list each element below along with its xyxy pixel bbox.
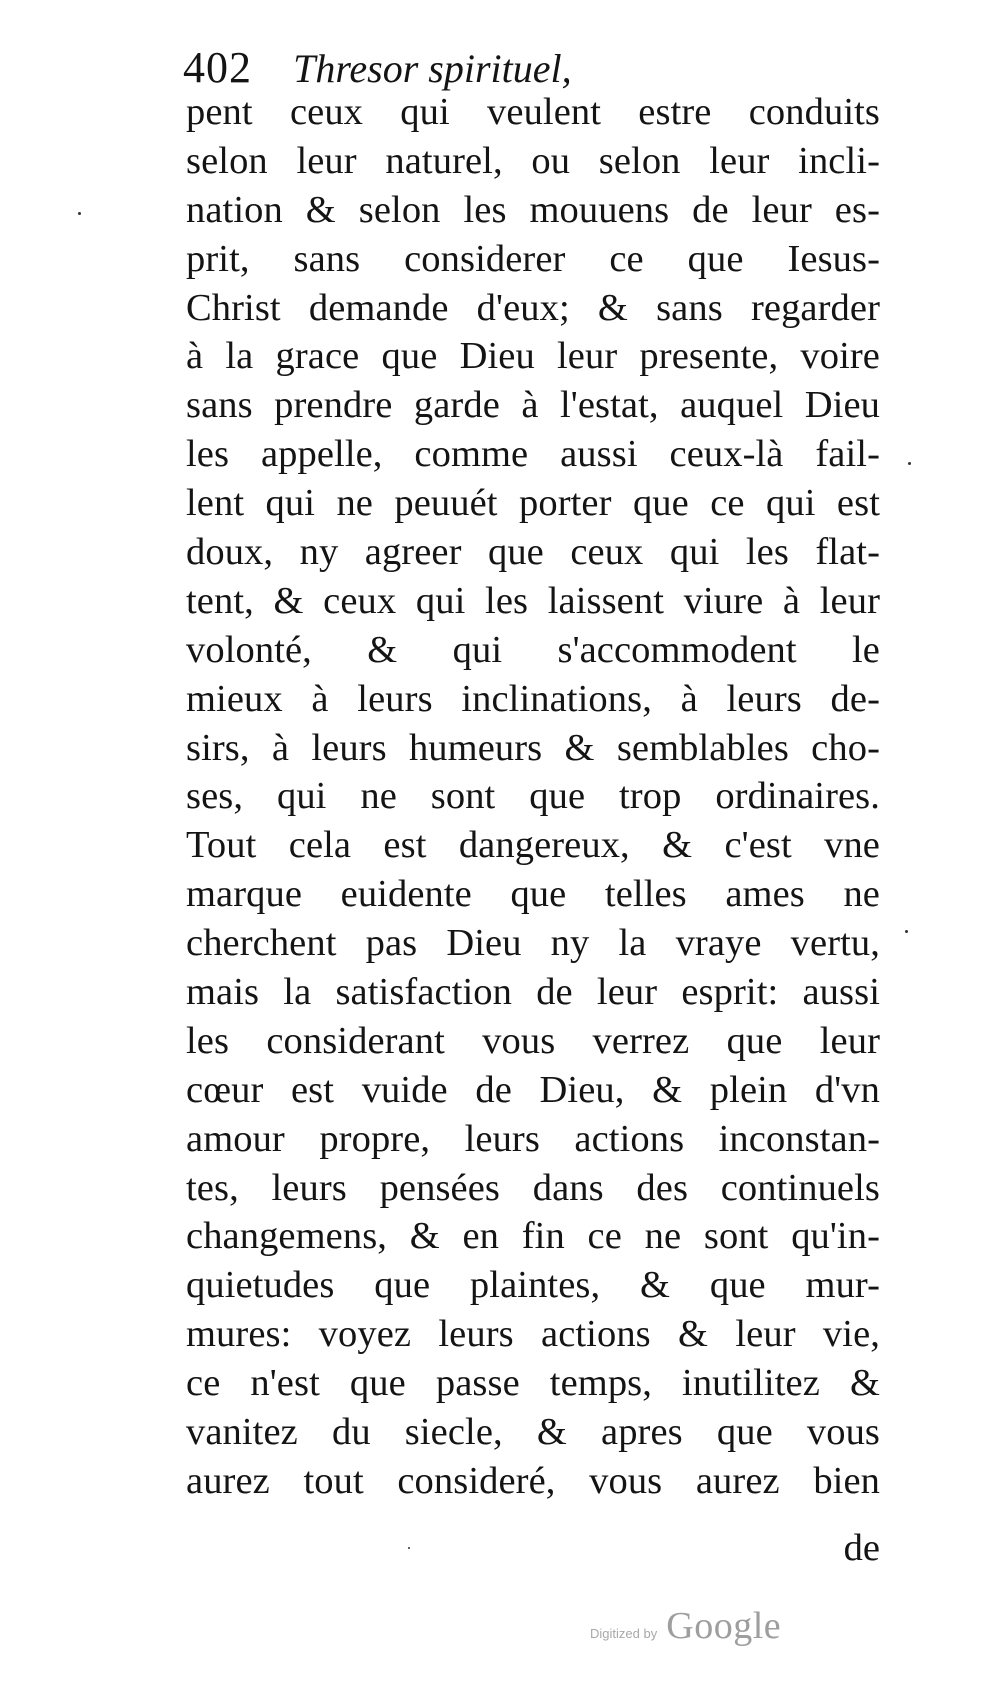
text-line: volonté, & qui s'accommodent le [186, 628, 880, 671]
digitized-watermark [590, 1604, 781, 1648]
text-line: ses, qui ne sont que trop ordinaires. [186, 775, 880, 818]
watermark-prefix: Digitized by [590, 1626, 658, 1641]
text-line: mais la satisfaction de leur esprit: aussi [186, 971, 880, 1014]
text-line: changemens, & en fin ce ne sont qu'in- [186, 1215, 880, 1258]
scan-speck [905, 930, 908, 933]
text-line: vanitez du siecle, & apres que vous [186, 1411, 880, 1454]
text-line: prit, sans considerer ce que Iesus- [186, 237, 880, 280]
text-line: mieux à leurs inclinations, à leurs de- [186, 677, 880, 720]
text-line: sans prendre garde à l'estat, auquel Dieu [186, 384, 880, 427]
text-line: lent qui ne peuuét porter que ce qui est [186, 482, 880, 525]
text-line: ce n'est que passe temps, inutilitez & [186, 1362, 880, 1405]
text-line: marque euidente que telles ames ne [186, 873, 880, 916]
text-line: doux, ny agreer que ceux qui les flat- [186, 531, 880, 574]
text-line: nation & selon les mouuens de leur es- [186, 188, 880, 231]
text-line: à la grace que Dieu leur presente, voire [186, 335, 880, 378]
text-line: aurez tout consideré, vous aurez bien [186, 1459, 880, 1502]
text-line: sirs, à leurs humeurs & semblables cho- [186, 726, 880, 769]
text-line: quietudes que plaintes, & que mur- [186, 1264, 880, 1307]
page-number: 402 [183, 43, 252, 92]
text-line: amour propre, leurs actions inconstan- [186, 1117, 880, 1160]
text-line: Christ demande d'eux; & sans regarder [186, 286, 880, 329]
body-text [186, 88, 880, 1506]
scan-speck [78, 212, 81, 215]
scan-speck [408, 1547, 410, 1549]
text-line: tes, leurs pensées dans des continuels [186, 1166, 880, 1209]
catchword: de [843, 1527, 880, 1569]
text-line: les considerant vous verrez que leur [186, 1019, 880, 1062]
google-logo: Google [666, 1605, 782, 1647]
text-line: Tout cela est dangereux, & c'est vne [186, 824, 880, 867]
text-line: pent ceux qui veulent estre conduits [186, 91, 880, 133]
text-line: tent, & ceux qui les laissent viure à leur [186, 579, 880, 622]
text-line: cœur est vuide de Dieu, & plein d'vn [186, 1068, 880, 1111]
text-line: selon leur naturel, ou selon leur incli- [186, 139, 880, 182]
text-line: mures: voyez leurs actions & leur vie, [186, 1313, 880, 1356]
scan-speck [908, 462, 911, 465]
text-line: les appelle, comme aussi ceux-là fail- [186, 433, 880, 476]
text-line: cherchent pas Dieu ny la vraye vertu, [186, 922, 880, 965]
running-title: Thresor spirituel, [293, 46, 572, 91]
